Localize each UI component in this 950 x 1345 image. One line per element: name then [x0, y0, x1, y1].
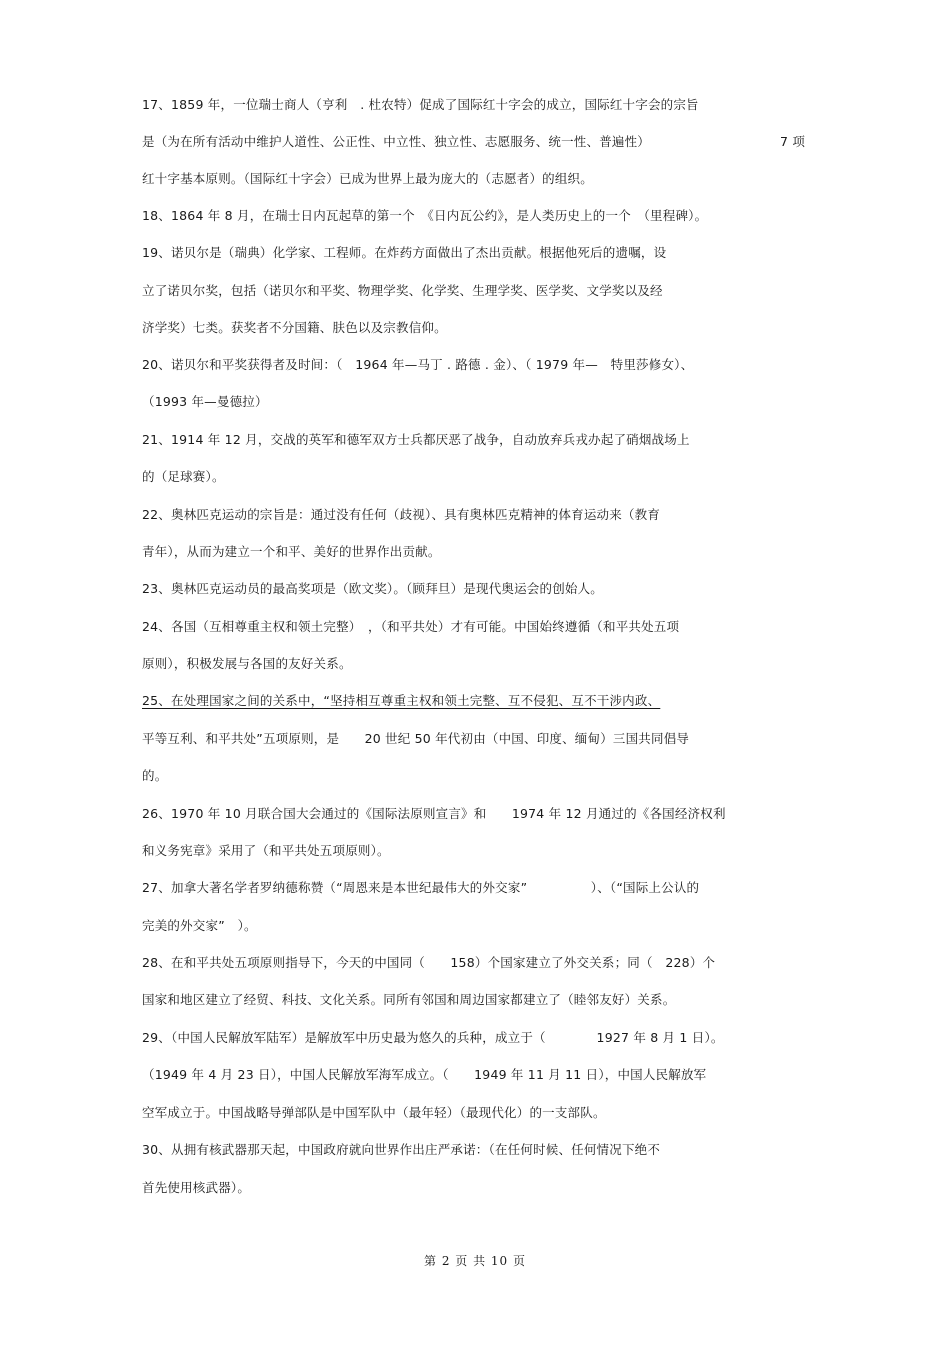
item-24-line-2: 原则），积极发展与各国的友好关系。 [142, 656, 352, 671]
item-24-line-1: 24、各国（互相尊重主权和领土完整） ，（和平共处）才有可能。中国始终遵循（和平共处五项 [142, 619, 680, 634]
item-19-line-1: 19、诺贝尔是（瑞典）化学家、工程师。在炸药方面做出了杰出贡献。根据他死后的遗嘱，设 [142, 245, 667, 260]
item-21-line-1: 21、1914 年 12 月，交战的英军和德军双方士兵都厌恶了战争，自动放弃兵戎办起了硝烟战场上 [142, 432, 690, 447]
item-17-seven-items: 7 项 [780, 134, 806, 149]
item-17-line-1: 17、1859 年，一位瑞士商人（亨利 . 杜农特）促成了国际红十字会的成立，国际红十字会的宗旨 [142, 97, 699, 112]
item-27-line-2: 完美的外交家” ）。 [142, 918, 257, 933]
item-25-line-2: 平等互利、和平共处”五项原则，是 20 世纪 50 年代初由（中国、印度、缅甸）三国共同倡导 [142, 731, 690, 746]
item-30-line-1: 30、从拥有核武器那天起，中国政府就向世界作出庄严承诺：（在任何时候、任何情况下绝不 [142, 1142, 661, 1157]
item-22-line-1: 22、奥林匹克运动的宗旨是：通过没有任何（歧视）、具有奥林匹克精神的体育运动来（教育 [142, 507, 661, 522]
item-21-line-2: 的（足球赛）。 [142, 469, 225, 484]
item-29-line-2: （1949 年 4 月 23 日），中国人民解放军海军成立。（ 1949 年 11 月 11 日），中国人民解放军 [142, 1067, 707, 1082]
item-17-line-2: 是（为在所有活动中维护人道性、公正性、中立性、独立性、志愿服务、统一性、普遍性） [142, 134, 651, 149]
item-17-line-3: 红十字基本原则。（国际红十字会）已成为世界上最为庞大的（志愿者）的组织。 [142, 171, 593, 186]
item-30-line-2: 首先使用核武器）。 [142, 1180, 251, 1195]
item-28-line-1: 28、在和平共处五项原则指导下，今天的中国同（ 158）个国家建立了外交关系；同（ 228）个 [142, 955, 716, 970]
item-18-line-1: 18、1864 年 8 月，在瑞士日内瓦起草的第一个 《日内瓦公约》，是人类历史上的一个 （里程碑）。 [142, 208, 708, 223]
item-23-line-1: 23、奥林匹克运动员的最高奖项是（欧文奖）。（顾拜旦）是现代奥运会的创始人。 [142, 581, 604, 596]
page-footer: 第 2 页 共 10 页 [424, 1254, 526, 1268]
item-20-line-2: （1993 年—曼德拉） [142, 394, 268, 409]
item-29-line-1: 29、（中国人民解放军陆军）是解放军中历史最为悠久的兵种，成立于（ 1927 年 8 月 1 日）。 [142, 1030, 724, 1045]
item-22-line-2: 青年），从而为建立一个和平、美好的世界作出贡献。 [142, 544, 441, 559]
item-27-line-1: 27、加拿大著名学者罗纳德称赞（“周恩来是本世纪最伟大的外交家” ）、（“国际上公认的 [142, 880, 700, 895]
item-25-line-1: 25、在处理国家之间的关系中，“坚持相互尊重主权和领土完整、互不侵犯、互不干涉内政、 [142, 693, 661, 708]
item-29-line-3: 空军成立于。中国战略导弹部队是中国军队中（最年轻）（最现代化）的一支部队。 [142, 1105, 606, 1120]
item-19-line-3: 济学奖）七类。获奖者不分国籍、肤色以及宗教信仰。 [142, 320, 447, 335]
item-25-line-3: 的。 [142, 768, 168, 783]
item-26-line-2: 和义务宪章》采用了（和平共处五项原则）。 [142, 843, 390, 858]
item-26-line-1: 26、1970 年 10 月联合国大会通过的《国际法原则宣言》和 1974 年 12 月通过的《各国经济权利 [142, 806, 726, 821]
item-20-line-1: 20、诺贝尔和平奖获得者及时间：（ 1964 年—马丁 . 路德 . 金）、（ 1979 年— 特里莎修女）、 [142, 357, 694, 372]
item-19-line-2: 立了诺贝尔奖，包括（诺贝尔和平奖、物理学奖、化学奖、生理学奖、医学奖、文学奖以及经 [142, 283, 663, 298]
item-28-line-2: 国家和地区建立了经贸、科技、文化关系。同所有邻国和周边国家都建立了（睦邻友好）关系。 [142, 992, 676, 1007]
